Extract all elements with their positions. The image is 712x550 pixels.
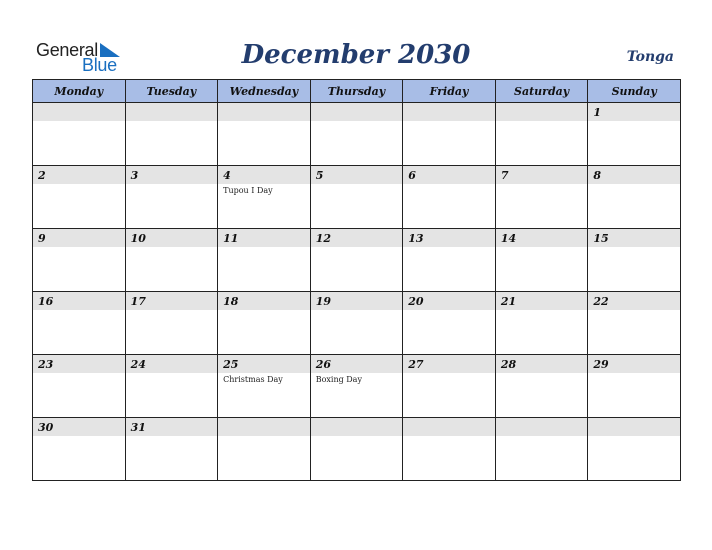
day-number: 24	[130, 358, 146, 371]
day-number-band	[403, 103, 495, 121]
day-number: 30	[38, 421, 54, 434]
day-number: 5	[315, 169, 324, 182]
weekday-header: Friday	[403, 80, 496, 103]
day-cell	[588, 355, 681, 418]
day-number: 15	[593, 232, 609, 245]
weekday-header: Monday	[33, 80, 126, 103]
day-number-band	[33, 166, 125, 184]
week-row	[33, 355, 681, 418]
day-number: 19	[315, 295, 331, 308]
day-cell	[125, 103, 218, 166]
day-number-band	[403, 418, 495, 436]
day-number-band	[496, 418, 588, 436]
day-number: 18	[223, 295, 239, 308]
week-row	[33, 103, 681, 166]
day-number-band	[588, 166, 680, 184]
week-row	[33, 166, 681, 229]
day-number-band	[33, 103, 125, 121]
logo-text-blue: Blue	[82, 55, 117, 75]
day-number: 6	[408, 169, 416, 182]
day-cell	[33, 418, 126, 481]
day-cell	[403, 292, 496, 355]
day-cell	[310, 166, 403, 229]
day-number: 1	[593, 106, 602, 119]
day-number: 12	[315, 232, 331, 245]
day-number-band	[496, 103, 588, 121]
day-cell	[33, 229, 126, 292]
day-number: 17	[130, 295, 146, 308]
day-cell	[33, 103, 126, 166]
country-label: Tonga	[626, 49, 674, 65]
day-number-band	[126, 166, 218, 184]
day-cell	[310, 292, 403, 355]
day-number: 8	[593, 169, 602, 182]
day-cell	[495, 166, 588, 229]
day-number: 9	[38, 232, 46, 245]
day-number: 26	[315, 358, 331, 371]
week-row	[33, 229, 681, 292]
day-cell	[588, 229, 681, 292]
holiday-label: Christmas Day	[223, 375, 283, 384]
day-number-band	[311, 103, 403, 121]
weekday-header: Tuesday	[125, 80, 218, 103]
day-cell	[218, 229, 311, 292]
day-cell	[125, 355, 218, 418]
day-cell	[310, 418, 403, 481]
day-number: 13	[408, 232, 424, 245]
week-row	[33, 292, 681, 355]
day-cell	[588, 103, 681, 166]
weekday-header: Sunday	[588, 80, 681, 103]
day-number: 7	[500, 169, 509, 182]
day-cell	[495, 418, 588, 481]
day-cell	[495, 355, 588, 418]
day-number-band	[496, 166, 588, 184]
day-number: 3	[130, 169, 139, 182]
day-cell	[588, 418, 681, 481]
day-cell	[310, 355, 403, 418]
day-number: 27	[408, 358, 424, 371]
day-number-band	[218, 418, 310, 436]
weekday-header: Wednesday	[218, 80, 311, 103]
day-number-band	[218, 103, 310, 121]
calendar-title: December 2030	[241, 40, 471, 70]
day-number: 29	[593, 358, 609, 371]
day-number-band	[33, 229, 125, 247]
day-number: 31	[130, 421, 146, 434]
day-cell	[403, 229, 496, 292]
day-number: 22	[593, 295, 609, 308]
day-cell	[403, 166, 496, 229]
holiday-label: Tupou I Day	[223, 186, 273, 195]
day-cell	[125, 418, 218, 481]
day-number-band	[588, 103, 680, 121]
day-number: 25	[223, 358, 239, 371]
day-cell	[403, 355, 496, 418]
day-number: 23	[38, 358, 54, 371]
weekday-header-row	[33, 80, 681, 103]
day-number: 28	[500, 358, 517, 371]
day-cell	[33, 166, 126, 229]
day-number: 20	[408, 295, 424, 308]
day-cell	[125, 166, 218, 229]
day-cell	[125, 229, 218, 292]
day-cell	[403, 103, 496, 166]
day-number-band	[311, 418, 403, 436]
day-number: 11	[223, 232, 239, 245]
logo-text-general: General	[36, 40, 98, 60]
day-cell	[218, 292, 311, 355]
day-cell	[310, 229, 403, 292]
day-cell	[218, 418, 311, 481]
day-number: 14	[500, 232, 517, 245]
calendar-grid	[32, 79, 681, 481]
day-number: 2	[38, 169, 46, 182]
day-cell	[588, 166, 681, 229]
day-cell	[33, 355, 126, 418]
day-number-band	[311, 166, 403, 184]
day-number-band	[126, 103, 218, 121]
day-cell	[125, 292, 218, 355]
weekday-header: Saturday	[495, 80, 588, 103]
day-number-band	[588, 418, 680, 436]
day-number: 21	[500, 295, 517, 308]
day-cell	[495, 103, 588, 166]
holiday-label: Boxing Day	[315, 375, 362, 384]
day-number: 16	[38, 295, 54, 308]
day-cell	[403, 418, 496, 481]
day-cell	[33, 292, 126, 355]
day-cell	[218, 166, 311, 229]
day-cell	[218, 355, 311, 418]
day-number: 4	[223, 169, 231, 182]
day-number: 10	[130, 232, 146, 245]
week-row	[33, 418, 681, 481]
day-cell	[495, 292, 588, 355]
weekday-header: Thursday	[310, 80, 403, 103]
day-cell	[495, 229, 588, 292]
day-cell	[310, 103, 403, 166]
day-number-band	[218, 166, 310, 184]
day-cell	[588, 292, 681, 355]
day-number-band	[403, 166, 495, 184]
day-cell	[218, 103, 311, 166]
